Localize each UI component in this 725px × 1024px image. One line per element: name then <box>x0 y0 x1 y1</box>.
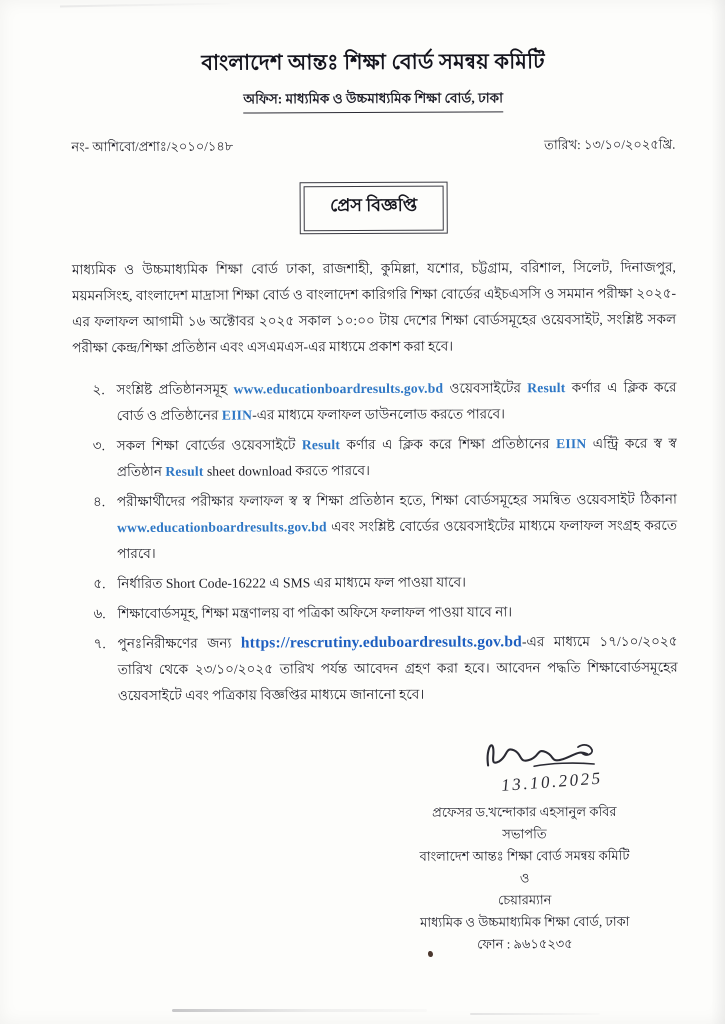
url-text: Result <box>527 380 566 396</box>
memo-row <box>71 136 675 160</box>
signature-scribble <box>414 735 674 772</box>
signatory-org-2: মাধ্যমিক ও উচ্চমাধ্যমিক শিক্ষা বোর্ড, ঢাকা <box>420 913 630 930</box>
text-segment: -এর মাধ্যমে ১৭/১০/২০২৫ তারিখ থেকে ২৩/১০/২০২৫ তারিখ পর্যন্ত আবেদন গ্রহণ করা হবে। আবেদন পদ্ধতি শিক্ষাবোর্ডসমূহের ওয়েবসাইটে এবং পত্রিকায় বিজ্ঞপ্তির মাধ্যমে জানানো হবে। <box>117 633 678 704</box>
item-text <box>117 431 677 485</box>
signatory-org-1: বাংলাদেশ আন্তঃ শিক্ষা বোর্ড সমন্বয় কমিটি <box>419 847 630 864</box>
url-text: EIIN <box>221 407 253 423</box>
text-segment: নির্ধারিত <box>117 575 166 592</box>
text-segment: পুনঃনিরীক্ষণের জন্য <box>117 635 241 652</box>
signature-block <box>374 735 675 956</box>
signature-conjunction: ও <box>519 870 530 886</box>
text-segment: এর মাধ্যমে ফল পাওয়া যাবে। <box>310 574 467 591</box>
text-segment: কর্ণার এ ক্লিক করে শিক্ষা প্রতিষ্ঠানের <box>340 436 557 453</box>
numbered-item-list <box>72 375 677 710</box>
latin-text-segment: sheet download <box>203 463 296 479</box>
signatory-phone: ফোন : ৯৬১৫২৩৫ <box>477 936 573 952</box>
latin-text-segment: SMS <box>283 575 311 591</box>
scan-smudge <box>172 1009 427 1012</box>
url-text: Result <box>165 463 204 479</box>
scan-smudge <box>470 1013 600 1015</box>
list-item <box>93 487 677 568</box>
document-header <box>71 45 675 115</box>
list-item <box>93 599 677 628</box>
memo-date: তারিখ: ১৩/১০/২০২৫খ্রি. <box>544 136 676 153</box>
list-item <box>93 431 677 486</box>
text-segment: এন্ট্রি করে স্ব স্ব প্রতিষ্ঠান <box>116 435 677 480</box>
url-text: EIIN <box>556 436 587 452</box>
text-segment: পরীক্ষার্থীদের পরীক্ষার ফলাফল স্ব স্ব শিক্ষা প্রতিষ্ঠান হতে, শিক্ষা বোর্ডসমূহের সমন্বিত ওয়েবসাইট ঠিকানা <box>116 491 677 510</box>
item-number: ৩. <box>92 438 105 454</box>
text-segment: ওয়েবসাইটের <box>443 380 528 396</box>
scan-ink-dot <box>428 951 433 957</box>
url-text: https://rescrutiny.eduboardresults.gov.bd <box>240 633 523 652</box>
signatory-title-2: চেয়ারম্যান <box>497 892 552 908</box>
item-text <box>117 569 677 597</box>
intro-paragraph: মাধ্যমিক ও উচ্চমাধ্যমিক শিক্ষা বোর্ড ঢাকা, রাজশাহী, কুমিল্লা, যশোর, চট্টগ্রাম, বরিশাল, সিলেট, দিনাজপুর, ময়মনসিংহ, বাংলাদেশ মাদ্রাসা শিক্ষা বোর্ড ও বাংলাদেশ কারিগরি শিক্ষা বোর্ডের এইচএসসি ও সমমান পরীক্ষা ২০২৫-এর ফলাফল আগামী ১৬ অক্টোবর ২০২৫ সকাল ১০:০০ টায় দেশের শিক্ষা বোর্ডসমূহের ওয়েবসাইট, সংশ্লিষ্ট সকল পরীক্ষা কেন্দ্র/শিক্ষা প্রতিষ্ঠান এবং এসএমএস-এর মাধ্যমে প্রকাশ করা হবে। <box>71 259 677 356</box>
text-segment: করতে পারবে। <box>295 462 370 479</box>
item-number: ২. <box>92 382 105 398</box>
item-text <box>116 375 676 429</box>
item-number: ৭. <box>93 636 106 652</box>
text-segment: -এর মাধ্যমে ফলাফল ডাউনলোড করতে পারবে। <box>252 406 506 423</box>
organization-subtitle: অফিস: মাধ্যমিক ও উচ্চমাধ্যমিক শিক্ষা বোর্ড, ঢাকা <box>243 87 503 113</box>
text-segment: কর্ণার এ ক্লিক করে বোর্ড ও প্রতিষ্ঠানের <box>116 379 677 424</box>
list-item <box>92 375 676 430</box>
item-number: ৬. <box>93 606 106 622</box>
list-item <box>93 569 677 598</box>
text-segment: শিক্ষাবোর্ডসমূহ, শিক্ষা মন্ত্রণালয় বা পত্রিকা অফিসে ফলাফল পাওয়া যাবে না। <box>117 604 513 622</box>
item-text <box>118 629 678 709</box>
memo-number: নং- আশিবো/প্রশাঃ/২০১০/১৪৮ <box>71 138 234 155</box>
organization-title: বাংলাদেশ আন্তঃ শিক্ষা বোর্ড সমন্বয় কমিটি <box>201 49 545 75</box>
item-number: ৪. <box>92 494 106 510</box>
press-notice-box <box>300 182 448 235</box>
signatory-title-1: সভাপতি <box>502 826 547 842</box>
text-segment: সংশ্লিষ্ট প্রতিষ্ঠানসমূহ <box>116 381 234 398</box>
list-item <box>94 629 678 710</box>
handwritten-date: 13.10.2025 <box>500 768 603 795</box>
latin-text-segment: Short Code-16222 <box>165 575 266 591</box>
url-text: www.educationboardresults.gov.bd <box>117 519 327 536</box>
item-number: ৫. <box>93 576 106 592</box>
press-notice-title: প্রেস বিজ্ঞপ্তি <box>303 185 444 231</box>
url-text: www.educationboardresults.gov.bd <box>233 380 444 397</box>
text-segment: এবং সংশ্লিষ্ট বোর্ডের ওয়েবসাইটের মাধ্যমে ফলাফল সংগ্রহ করতে পারবে। <box>117 517 678 562</box>
url-text: Result <box>301 437 341 453</box>
text-segment: সকল শিক্ষা বোর্ডের ওয়েবসাইটে <box>116 437 302 454</box>
signatory-name: প্রফেসর ড.খন্দোকার এহসানুল কবির <box>432 803 617 820</box>
item-text <box>117 599 677 627</box>
item-text <box>117 487 677 567</box>
text-segment: এ <box>265 575 284 591</box>
